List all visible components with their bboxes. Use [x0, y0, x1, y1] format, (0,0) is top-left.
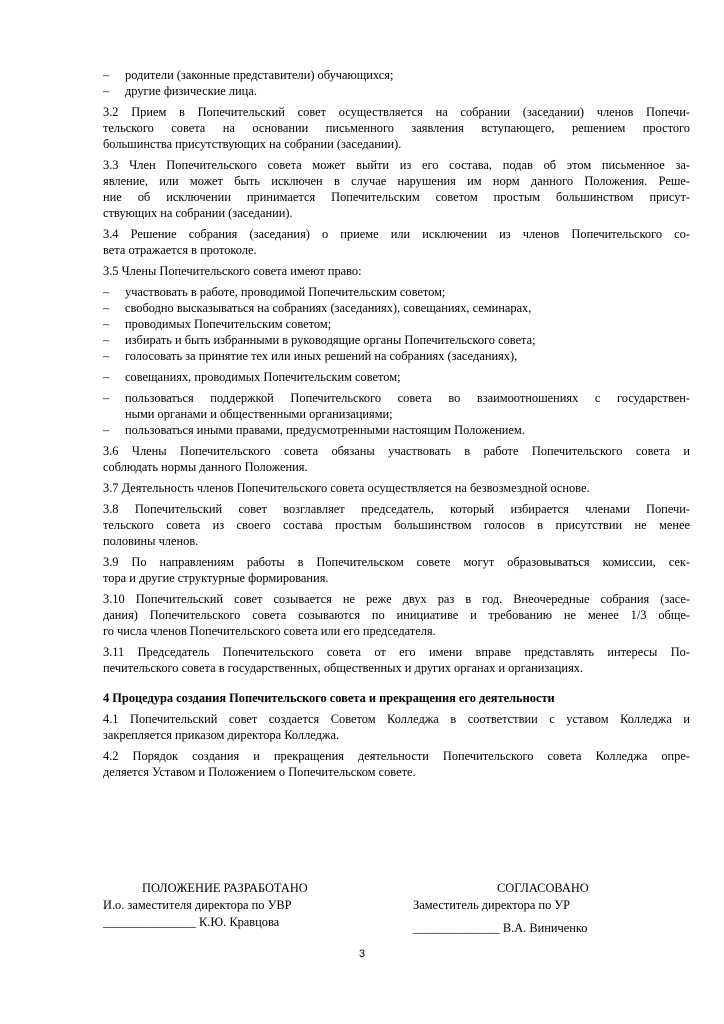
right-approver-position: Заместитель директора по УР — [413, 898, 571, 912]
line-text: 3.3 Член Попечительского совета может выйти из его состава, подав об этом письменное за- — [103, 158, 690, 172]
list-dash: – — [103, 285, 110, 299]
text-line — [103, 120, 690, 136]
line-text: другие физические лица. — [125, 84, 257, 98]
line-text: дания) Попечительского совета созываются по инициативе и требованию не менее 1/3 обще- — [103, 608, 690, 622]
line-text: ние об исключении принимается Попечительским советом простым большинством присут- — [103, 190, 690, 204]
text-line — [103, 157, 690, 173]
text-line — [103, 459, 690, 475]
text-line — [103, 727, 690, 743]
text-line — [103, 607, 690, 623]
text-line — [103, 660, 690, 676]
text-line — [103, 591, 690, 607]
line-text: вета отражается в протоколе. — [103, 243, 257, 257]
list-dash: – — [103, 301, 110, 315]
list-dash: – — [103, 84, 110, 98]
line-text: избирать и быть избранными в руководящие органы Попечительского совета; — [125, 333, 536, 347]
list-dash: – — [103, 391, 110, 405]
line-text: участвовать в работе, проводимой Попечительским советом; — [125, 285, 446, 299]
line-text: тельского совета из своего состава простым большинством голосов в присутствии не менее — [103, 518, 690, 532]
line-text: явление, или может быть исключен в случае нарушения им норм данного Положения. Реше- — [103, 174, 690, 188]
line-text: соблюдать нормы данного Положения. — [103, 460, 308, 474]
line-text: деляется Уставом и Положением о Попечительском совете. — [103, 765, 416, 779]
line-text: родители (законные представители) обучающихся; — [125, 68, 394, 82]
line-text: 4.2 Порядок создания и прекращения деятельности Попечительского совета Колледжа опре- — [103, 749, 690, 763]
line-text: закрепляется приказом директора Колледжа. — [103, 728, 340, 742]
list-item — [103, 422, 690, 438]
line-text: пользоваться иными правами, предусмотренными настоящим Положением. — [125, 423, 525, 437]
text-line — [103, 104, 690, 120]
text-line — [103, 406, 690, 422]
list-item — [103, 332, 690, 348]
line-text: 3.10 Попечительский совет созывается не реже двух раз в год. Внеочередные собрания (засе- — [103, 592, 690, 606]
line-text: тельского совета на основании письменного заявления вступающего, решением простого — [103, 121, 690, 135]
text-line — [103, 189, 690, 205]
left-approver-name: _______________ К.Ю. Кравцова — [103, 915, 280, 929]
list-item — [103, 284, 690, 300]
document-body — [103, 67, 690, 780]
list-item — [103, 67, 690, 83]
list-dash: – — [103, 68, 110, 82]
text-line — [103, 242, 690, 258]
list-item — [103, 348, 690, 364]
line-text: 4 Процедура создания Попечительского совета и прекращения его деятельности — [103, 691, 555, 705]
text-line — [103, 501, 690, 517]
line-text: 3.2 Прием в Попечительский совет осуществляется на собрании (заседании) членов Попечи- — [103, 105, 690, 119]
line-text: тора и другие структурные формирования. — [103, 571, 329, 585]
line-text: 3.11 Председатель Попечительского совета от его имени вправе представлять интересы По- — [103, 645, 690, 659]
text-line — [103, 764, 690, 780]
text-line — [103, 205, 690, 221]
page-number: 3 — [358, 948, 366, 960]
line-text: совещаниях, проводимых Попечительским советом; — [125, 370, 401, 384]
right-approval-heading: СОГЛАСОВАНО — [497, 881, 589, 895]
line-text: свободно высказываться на собраниях (заседаниях), совещаниях, семинарах, — [125, 301, 532, 315]
line-text: печительского совета в государственных, общественных и других органах и организациях. — [103, 661, 584, 675]
left-approval-heading: ПОЛОЖЕНИЕ РАЗРАБОТАНО — [142, 881, 308, 895]
list-dash: – — [103, 423, 110, 437]
text-line — [103, 263, 690, 279]
list-dash: – — [103, 370, 110, 384]
line-text: 3.9 По направлениям работы в Попечительском совете могут образовываться комиссии, сек- — [103, 555, 690, 569]
text-line — [103, 517, 690, 533]
list-item — [103, 369, 690, 385]
list-item — [103, 316, 690, 332]
text-line — [103, 570, 690, 586]
text-line — [103, 480, 690, 496]
line-text: 3.5 Члены Попечительского совета имеют право: — [103, 264, 362, 278]
text-line — [103, 748, 690, 764]
text-line — [103, 226, 690, 242]
line-text: 3.4 Решение собрания (заседания) о приеме или исключении из членов Попечительского со- — [103, 227, 690, 241]
text-line — [103, 623, 690, 639]
line-text: 3.8 Попечительский совет возглавляет председатель, который избирается членами Попечи- — [103, 502, 690, 516]
text-line — [103, 533, 690, 549]
line-text: 3.6 Члены Попечительского совета обязаны участвовать в работе Попечительского совета и — [103, 444, 690, 458]
line-text: пользоваться поддержкой Попечительского совета во взаимоотношениях с государствен- — [125, 391, 690, 405]
text-line — [103, 136, 690, 152]
line-text: ствующих на собрании (заседании). — [103, 206, 293, 220]
line-text: проводимых Попечительским советом; — [125, 317, 332, 331]
paragraph-gap — [103, 676, 690, 690]
list-item — [103, 83, 690, 99]
line-text: голосовать за принятие тех или иных решений на собраниях (заседаниях), — [125, 349, 518, 363]
list-item — [103, 390, 690, 406]
list-dash: – — [103, 349, 110, 363]
section-heading — [103, 690, 690, 706]
line-text: ными органами и общественными организациями; — [125, 407, 393, 421]
right-approver-name: ______________ В.А. Виниченко — [413, 921, 588, 935]
text-line — [103, 173, 690, 189]
list-dash: – — [103, 317, 110, 331]
text-line — [103, 644, 690, 660]
line-text: большинства присутствующих на собрании (заседании). — [103, 137, 402, 151]
list-dash: – — [103, 333, 110, 347]
left-approver-position: И.о. заместителя директора по УВР — [103, 898, 292, 912]
text-line — [103, 711, 690, 727]
text-line — [103, 443, 690, 459]
text-line — [103, 554, 690, 570]
line-text: 4.1 Попечительский совет создается Советом Колледжа в соответствии с уставом Колледжа и — [103, 712, 690, 726]
list-item — [103, 300, 690, 316]
line-text: половины членов. — [103, 534, 199, 548]
line-text: 3.7 Деятельность членов Попечительского совета осуществляется на безвозмездной основе. — [103, 481, 590, 495]
line-text: го числа членов Попечительского совета или его председателя. — [103, 624, 436, 638]
